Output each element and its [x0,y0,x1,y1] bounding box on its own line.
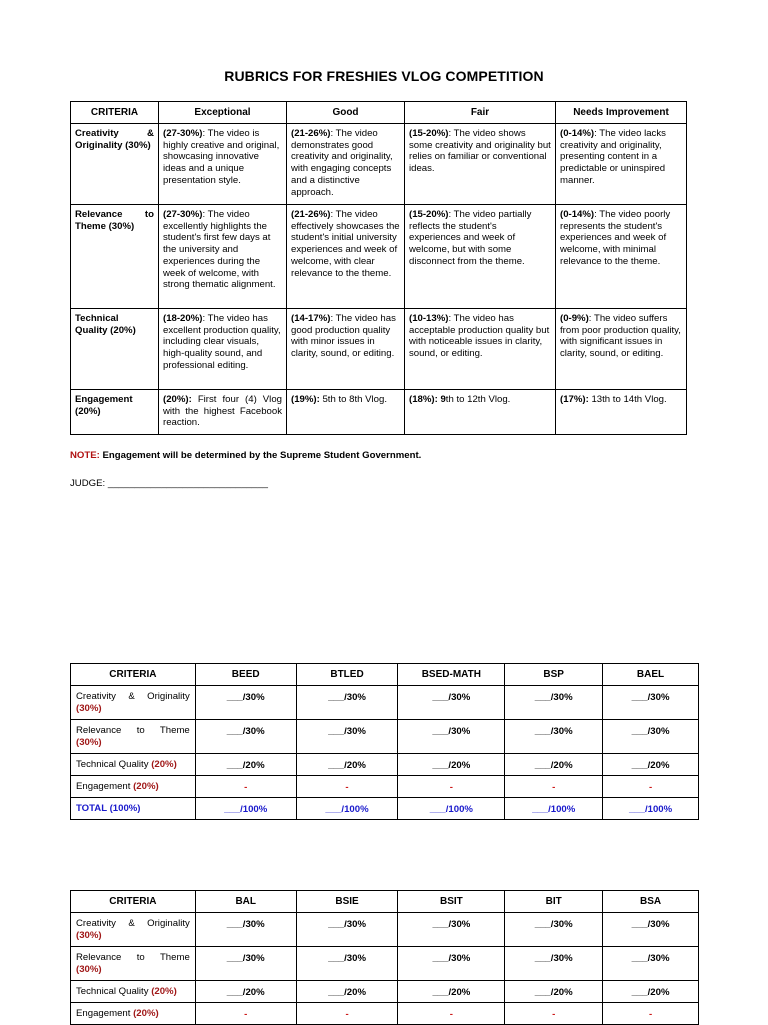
program-header: BSA [603,891,699,913]
judge-signature-line: ______________________________ [107,478,268,489]
rubric-header: Exceptional [159,102,287,124]
range-label: (0-9%) [560,313,589,324]
criteria-pct: (20%) [133,1007,159,1019]
range-label: (21-26%) [291,128,331,139]
score-cell[interactable]: ___/30% [296,686,398,720]
total-cell[interactable]: ___/100% [296,798,398,820]
criteria-line: Quality (20%) [75,324,136,336]
criteria-text: Engagement [76,780,134,792]
cell-text: : The video shows some creativity and originality but relies on familiar or conventional ideas. [409,128,551,175]
score-cell[interactable]: ___/30% [398,686,505,720]
program-header: BTLED [296,664,398,686]
rubric-cell [159,309,287,390]
score-row [71,720,699,754]
score-cell: - [195,776,296,798]
score-cell[interactable]: ___/30% [296,913,398,947]
criteria-text: Creativity & Originality [76,691,190,702]
score-cell[interactable]: ___/30% [296,720,398,754]
judge-label: JUDGE: [70,478,108,489]
program-header: BAEL [603,664,699,686]
criteria-line: Originality (30%) [75,139,151,151]
cell-text: : The video partially reflects the student's experiences and week of welcome, but with some disconnect from the theme. [409,209,532,267]
criteria-pct: (30%) [76,702,102,714]
score-criteria [71,981,196,1003]
criteria-pct: (20%) [133,780,159,792]
cell-text: : The video poorly represents the student's experiences and week of welcome, with minimal relevance to the theme. [560,209,671,267]
rubric-cell [159,390,287,435]
score-criteria [71,913,196,947]
score-cell[interactable]: ___/30% [603,720,699,754]
rubric-table [70,101,687,435]
score-row [71,981,699,1003]
criteria-pct: (30%) [76,963,102,975]
rubric-criteria [71,205,159,309]
range-label: (14-17%) [291,313,331,324]
rubric-cell [556,124,687,205]
cell-text: : The video effectively showcases the student's initial university experiences and week of welcome, with clear relevance to the theme. [291,209,400,279]
rubric-cell [405,390,556,435]
score-cell[interactable]: ___/30% [195,686,296,720]
rubric-cell [287,309,405,390]
score-cell[interactable]: ___/20% [195,981,296,1003]
rubric-row [71,205,687,309]
criteria-line: Creativity & [75,128,154,139]
rubric-header: CRITERIA [71,102,159,124]
criteria-text: Engagement [76,1007,134,1019]
range-label: (15-20%) [409,128,449,139]
range-label: (18%): 9 [409,394,446,405]
note-text: Engagement will be determined by the Supreme Student Government. [99,450,422,461]
rubric-cell [405,124,556,205]
program-header: BSIE [296,891,398,913]
range-label: (15-20%) [409,209,449,220]
score-criteria [71,776,196,798]
cell-text: : The video is highly creative and original, showcasing innovative ideas and a unique presentation style. [163,128,280,186]
score-cell[interactable]: ___/30% [603,913,699,947]
score-criteria [71,686,196,720]
score-cell: - [505,1003,603,1025]
cell-text: : The video suffers from poor production quality, with significant issues in clarity, sound, or editing. [560,313,681,360]
program-header: BSIT [398,891,505,913]
criteria-text: Technical Quality [76,758,152,770]
score-cell: - [398,776,505,798]
range-label: (20%): [163,394,192,405]
score-header-row [71,664,699,686]
score-row [71,913,699,947]
criteria-line: (20%) [75,405,101,417]
range-label: (27-30%) [163,128,203,139]
score-row [71,686,699,720]
program-header: BIT [505,891,603,913]
score-criteria [71,947,196,981]
score-cell: - [296,1003,398,1025]
cell-text: : The video has excellent production quality, including clear visuals, high-quality sound, and professional editing. [163,313,281,371]
rubric-criteria [71,390,159,435]
score-cell[interactable]: ___/20% [603,754,699,776]
rubric-row [71,124,687,205]
score-table [70,890,699,1025]
score-cell[interactable]: ___/20% [296,981,398,1003]
rubric-header: Fair [405,102,556,124]
cell-text: : The video has acceptable production quality but with noticeable issues in clarity, sound, or editing. [409,313,550,360]
score-cell[interactable]: ___/20% [195,754,296,776]
rubric-cell [287,390,405,435]
score-row [71,776,699,798]
total-cell[interactable]: ___/100% [603,798,699,820]
rubric-cell [159,124,287,205]
cell-text: : The video lacks creativity and originality, presenting content in a predictable or uninspired manner. [560,128,666,186]
rubric-cell [556,390,687,435]
criteria-pct: (20%) [151,758,177,770]
score-cell[interactable]: ___/30% [505,947,603,981]
range-label: (27-30%) [163,209,203,220]
rubric-cell [287,124,405,205]
note-label: NOTE: [70,450,100,461]
criteria-text: Relevance to Theme [76,725,190,736]
score-cell[interactable]: ___/30% [505,913,603,947]
score-cell[interactable]: ___/30% [195,720,296,754]
rubric-row [71,309,687,390]
criteria-text: Creativity & Originality [76,918,190,929]
rubric-cell [556,205,687,309]
score-cell[interactable]: ___/30% [195,913,296,947]
score-row [71,1003,699,1025]
rubric-criteria [71,124,159,205]
rubric-row [71,390,687,435]
rubric-cell [159,205,287,309]
criteria-text: Relevance to Theme [76,952,190,963]
score-cell[interactable]: ___/30% [505,686,603,720]
judge-line [70,478,268,489]
criteria-pct: (30%) [76,929,102,941]
cell-text: 13th to 14th Vlog. [588,394,667,405]
rubric-cell [556,309,687,390]
score-cell[interactable]: ___/20% [398,754,505,776]
score-cell[interactable]: ___/20% [505,981,603,1003]
score-cell: - [603,1003,699,1025]
program-header: BSED-MATH [398,664,505,686]
rubric-cell [405,309,556,390]
program-header: BAL [195,891,296,913]
criteria-line: Relevance to [75,209,154,220]
total-cell[interactable]: ___/100% [505,798,603,820]
cell-text: : The video excellently highlights the student's first few days at the university and experiences during the week of welcome, with strong thematic alignment. [163,209,276,291]
score-cell[interactable]: ___/20% [398,981,505,1003]
score-header: CRITERIA [71,664,196,686]
score-cell[interactable]: ___/30% [398,947,505,981]
total-cell[interactable]: ___/100% [398,798,505,820]
score-criteria [71,754,196,776]
score-row [71,947,699,981]
program-header: BEED [195,664,296,686]
rubric-cell [287,205,405,309]
score-cell: - [505,776,603,798]
cell-text: First four (4) Vlog with the highest Facebook reaction. [163,394,282,429]
range-label: (19%): [291,394,320,405]
cell-text: 5th to 8th Vlog. [319,394,387,405]
range-label: (0-14%) [560,128,595,139]
range-label: (0-14%) [560,209,595,220]
program-header: BSP [505,664,603,686]
score-cell[interactable]: ___/30% [398,913,505,947]
criteria-line: Theme (30%) [75,220,135,232]
score-header-row [71,891,699,913]
score-cell[interactable]: ___/30% [296,947,398,981]
score-cell[interactable]: ___/30% [603,686,699,720]
score-total-row [71,798,699,820]
score-cell[interactable]: ___/30% [195,947,296,981]
criteria-line: Engagement [75,394,133,405]
rubric-header: Needs Improvement [556,102,687,124]
score-cell[interactable]: ___/20% [603,981,699,1003]
criteria-text: Technical Quality [76,985,152,997]
score-cell: - [603,776,699,798]
score-criteria [71,1003,196,1025]
cell-text: : The video demonstrates good creativity and originality, with engaging concepts and a distinctive approach. [291,128,393,198]
total-cell[interactable]: ___/100% [195,798,296,820]
range-label: (17%): [560,394,589,405]
rubric-header: Good [287,102,405,124]
total-label: TOTAL (100%) [71,798,196,820]
score-cell: - [195,1003,296,1025]
criteria-pct: (20%) [151,985,177,997]
score-criteria [71,720,196,754]
score-cell: - [296,776,398,798]
range-label: (10-13%) [409,313,449,324]
score-row [71,754,699,776]
cell-text: th to 12th Vlog. [445,394,511,405]
score-header: CRITERIA [71,891,196,913]
document-title: RUBRICS FOR FRESHIES VLOG COMPETITION [224,68,544,84]
criteria-line: Technical [75,313,119,324]
score-cell[interactable]: ___/30% [505,720,603,754]
score-cell[interactable]: ___/30% [398,720,505,754]
score-cell: - [398,1003,505,1025]
range-label: (18-20%) [163,313,203,324]
rubric-criteria [71,309,159,390]
range-label: (21-26%) [291,209,331,220]
rubric-header-row [71,102,687,124]
score-cell[interactable]: ___/20% [296,754,398,776]
score-cell[interactable]: ___/30% [603,947,699,981]
criteria-pct: (30%) [76,736,102,748]
score-table [70,663,699,820]
cell-text: : The video has good production quality with minor issues in clarity, sound, or editing. [291,313,396,360]
rubric-cell [405,205,556,309]
score-cell[interactable]: ___/20% [505,754,603,776]
note [70,450,421,461]
